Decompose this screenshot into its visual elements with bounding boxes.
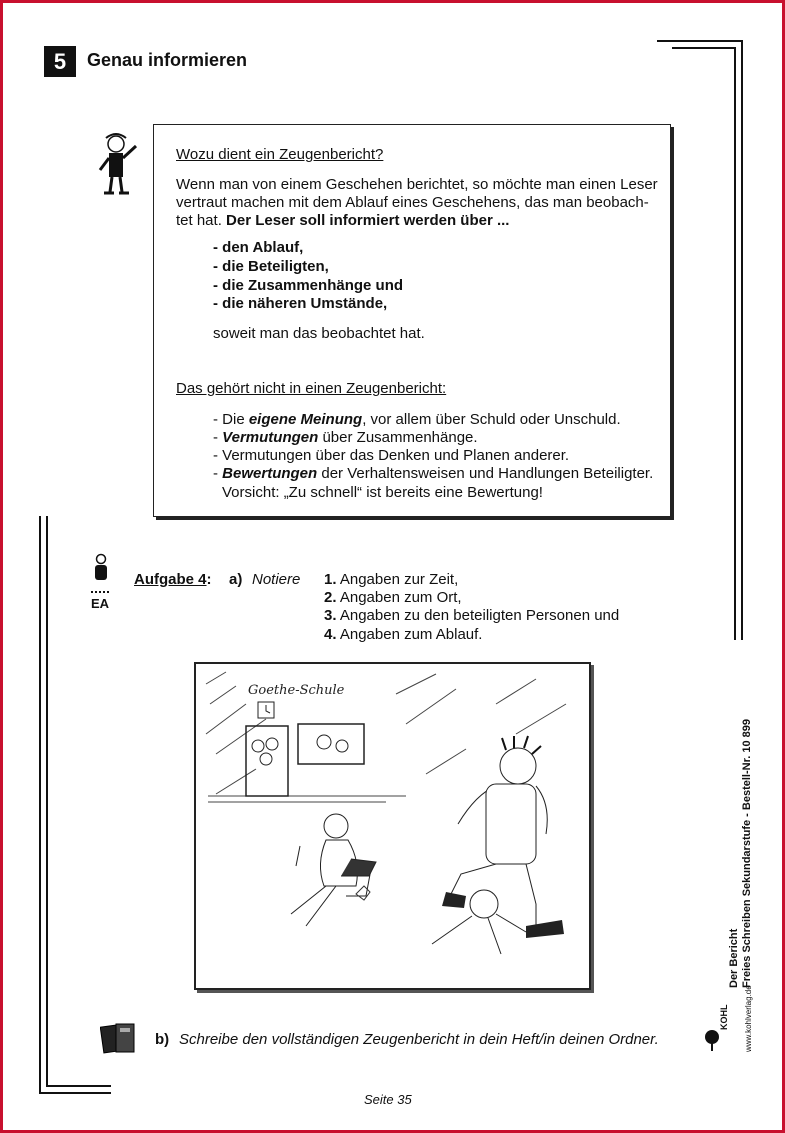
task-item-number: 1. xyxy=(324,571,337,588)
info-note-4 xyxy=(213,464,653,483)
task-item-number: 3. xyxy=(324,607,337,624)
info-bullet: - den Ablauf, xyxy=(213,239,304,256)
professor-icon xyxy=(92,130,144,198)
info-question-2: Das gehört nicht in einen Zeugenbericht: xyxy=(176,380,447,397)
info-note-2 xyxy=(213,428,478,447)
info-note-1-a: - Die xyxy=(213,411,249,428)
info-note-1-b: eigene Meinung xyxy=(248,411,363,428)
task-b-text: Schreibe den vollständigen Zeugenbericht in dein Heft/in deinen Ordner. xyxy=(179,1031,659,1048)
ea-divider xyxy=(91,591,109,593)
task-item-number: 2. xyxy=(324,589,337,606)
info-note-5: Vorsicht: „Zu schnell“ ist bereits eine Bewertung! xyxy=(222,484,543,501)
info-soweit: soweit man das beobachtet hat. xyxy=(213,325,425,342)
task-item-text: Angaben zu den beteiligten Personen und xyxy=(336,607,620,624)
task-a-marker: a) xyxy=(229,571,243,588)
info-bullet: - die Zusammenhänge und xyxy=(213,277,404,294)
page-number: Seite 35 xyxy=(364,1092,412,1107)
info-para-line-3-bold: Der Leser soll informiert werden über ... xyxy=(226,212,510,229)
task-colon: : xyxy=(206,571,212,588)
side-title-line: Der Bericht xyxy=(728,928,740,988)
school-scene-drawing xyxy=(196,664,589,988)
info-bullet: - die Beteiligten, xyxy=(213,258,329,275)
publisher-tree-logo xyxy=(703,1028,721,1052)
task-item xyxy=(324,625,482,644)
section-number: 5 xyxy=(44,46,76,77)
info-bullet: - die näheren Umstände, xyxy=(213,295,388,312)
info-note-1-c: , vor allem über Schuld oder Unschuld. xyxy=(362,411,621,428)
task-b-marker: b) xyxy=(155,1031,170,1048)
info-note-1 xyxy=(213,410,621,429)
ea-label: EA xyxy=(91,596,110,611)
person-icon xyxy=(92,553,110,581)
books-icon xyxy=(100,1020,138,1056)
info-note-4-c: der Verhaltensweisen und Handlungen Beteiligter. xyxy=(317,465,654,482)
info-note-4-a: - xyxy=(213,465,223,482)
task-item-text: Angaben zur Zeit, xyxy=(336,571,459,588)
task-label: Aufgabe 4 xyxy=(134,571,207,588)
info-note-3: - Vermutungen über das Denken und Planen anderer. xyxy=(213,447,570,464)
info-note-4-b: Bewertungen xyxy=(222,465,318,482)
task-item-number: 4. xyxy=(324,626,337,643)
side-subtitle-line: Freies Schreiben Sekundarstufe - Bestell-Nr. 10 899 xyxy=(741,718,753,988)
info-para-line-2: vertraut machen mit dem Ablauf eines Geschehens, das man beobach- xyxy=(176,194,649,211)
task-verb: Notiere xyxy=(252,571,301,588)
info-question-1: Wozu dient ein Zeugenbericht? xyxy=(176,146,384,163)
info-para-line-1: Wenn man von einem Geschehen berichtet, so möchte man einen Leser xyxy=(176,176,658,193)
task-heading xyxy=(134,570,212,589)
section-title: Genau informieren xyxy=(87,50,248,70)
task-item-text: Angaben zum Ort, xyxy=(336,589,462,606)
task-item xyxy=(324,588,462,607)
info-para-line-3-start: tet hat. xyxy=(176,212,222,229)
info-note-2-a: - xyxy=(213,429,223,446)
info-note-2-c: über Zusammenhänge. xyxy=(318,429,478,446)
task-item xyxy=(324,570,458,589)
task-item-text: Angaben zum Ablauf. xyxy=(336,626,483,643)
publisher-name: KOHL xyxy=(719,1004,729,1030)
task-item xyxy=(324,606,619,625)
info-note-2-b: Vermutungen xyxy=(222,429,319,446)
info-para-line-3 xyxy=(176,211,509,230)
illustration xyxy=(194,662,591,990)
school-sign: Goethe-Schule xyxy=(248,683,345,698)
publisher-url: www.kohlverlag.de xyxy=(744,985,753,1052)
